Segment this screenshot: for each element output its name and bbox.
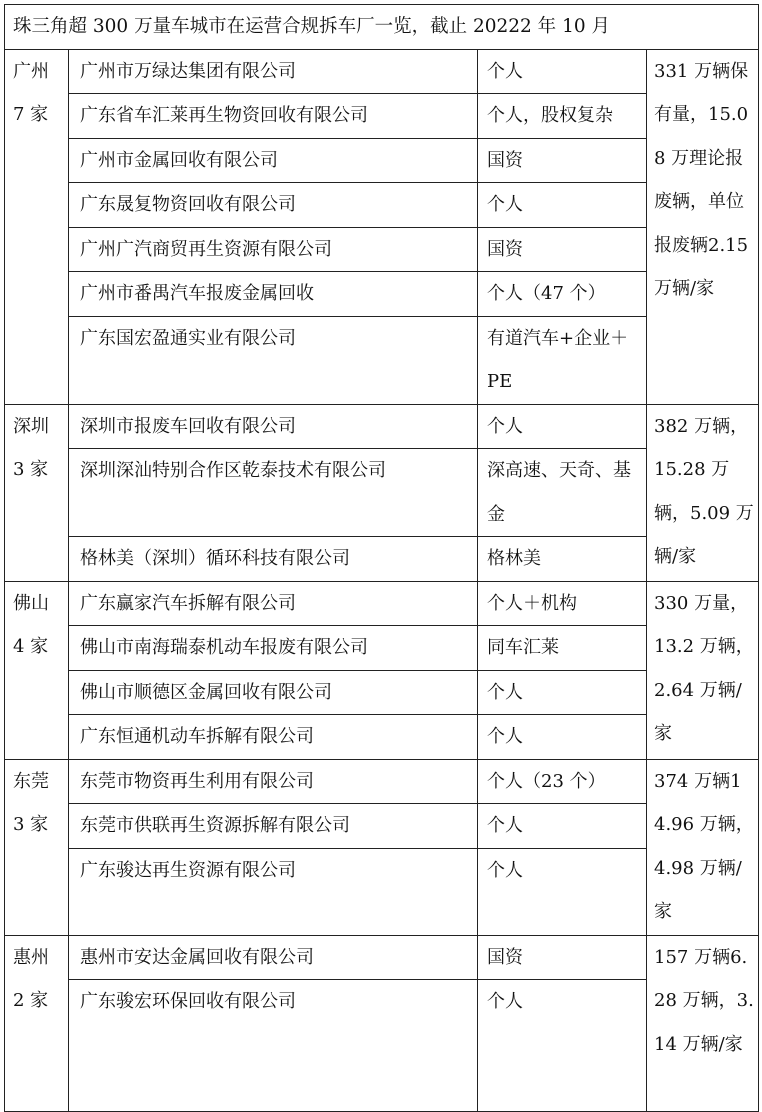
ownership: 格林美 [478,537,647,582]
table-row [5,980,759,1112]
ownership: 个人，股权复杂 [478,94,647,139]
table-row [5,581,759,626]
ownership: 个人 [478,49,647,94]
table-row [5,138,759,183]
city-cell-foshan [5,581,69,759]
table-row [5,404,759,449]
city-cell-huizhou [5,935,69,1112]
ownership: 有道汽车+企业＋PE [478,316,647,404]
company-name: 佛山市南海瑞泰机动车报废有限公司 [69,626,478,671]
ownership: 个人 [478,183,647,228]
company-name: 广州市金属回收有限公司 [69,138,478,183]
ownership: 个人（47 个） [478,272,647,317]
table-row [5,49,759,94]
ownership: 个人（23 个） [478,759,647,804]
city-cell-shenzhen [5,404,69,581]
city-stats: 382 万辆，15.28 万辆，5.09 万辆/家 [647,404,759,581]
ownership: 国资 [478,935,647,980]
city-name: 东莞 [13,770,49,792]
company-name: 广州市番禺汽车报废金属回收 [69,272,478,317]
ownership: 个人 [478,980,647,1112]
company-name: 广东省车汇莱再生物资回收有限公司 [69,94,478,139]
city-count: 3 家 [13,814,49,835]
city-cell-guangzhou [5,49,69,404]
city-cell-dongguan [5,759,69,935]
company-name: 深圳市报废车回收有限公司 [69,404,478,449]
table-row [5,715,759,760]
table-row [5,670,759,715]
ownership: 国资 [478,138,647,183]
ownership: 同车汇莱 [478,626,647,671]
city-count: 2 家 [13,990,49,1011]
table-row [5,449,759,537]
ownership: 国资 [478,227,647,272]
company-name: 广东骏达再生资源有限公司 [69,848,478,935]
company-name: 广东赢家汽车拆解有限公司 [69,581,478,626]
company-name: 佛山市顺德区金属回收有限公司 [69,670,478,715]
table-row [5,94,759,139]
company-name: 广东国宏盈通实业有限公司 [69,316,478,404]
city-name: 深圳 [13,415,49,437]
city-name: 惠州 [13,946,49,968]
city-name: 广州 [13,60,49,82]
table-row [5,935,759,980]
city-stats: 330 万量，13.2 万辆，2.64 万辆/家 [647,581,759,759]
city-name: 佛山 [13,592,49,614]
company-name: 广州广汽商贸再生资源有限公司 [69,227,478,272]
table-row [5,848,759,935]
company-name: 深圳深汕特别合作区乾泰技术有限公司 [69,449,478,537]
company-name: 广东恒通机动车拆解有限公司 [69,715,478,760]
table-row [5,759,759,804]
ownership: 个人＋机构 [478,581,647,626]
ownership: 个人 [478,848,647,935]
city-stats: 374 万辆14.96 万辆，4.98 万辆/家 [647,759,759,935]
table-row [5,316,759,404]
company-name: 惠州市安达金属回收有限公司 [69,935,478,980]
ownership: 个人 [478,670,647,715]
scrapyard-table [4,4,759,1112]
table-row [5,537,759,582]
city-stats: 331 万辆保有量，15.08 万理论报废辆，单位报废辆2.15 万辆/家 [647,49,759,404]
table-title: 珠三角超 300 万量车城市在运营合规拆车厂一览，截止 20222 年 10 月 [5,5,759,50]
company-name: 东莞市供联再生资源拆解有限公司 [69,804,478,849]
city-count: 7 家 [13,104,49,125]
ownership: 个人 [478,804,647,849]
ownership: 个人 [478,404,647,449]
city-count: 4 家 [13,636,49,657]
table-row [5,272,759,317]
title-row [5,5,759,50]
ownership: 个人 [478,715,647,760]
company-name: 东莞市物资再生利用有限公司 [69,759,478,804]
table-row [5,626,759,671]
ownership: 深高速、天奇、基金 [478,449,647,537]
city-count: 3 家 [13,459,49,480]
company-name: 广州市万绿达集团有限公司 [69,49,478,94]
company-name: 格林美（深圳）循环科技有限公司 [69,537,478,582]
table-row [5,183,759,228]
city-stats: 157 万辆6.28 万辆，3.14 万辆/家 [647,935,759,1112]
company-name: 广东晟复物资回收有限公司 [69,183,478,228]
table-row [5,227,759,272]
company-name: 广东骏宏环保回收有限公司 [69,980,478,1112]
table-row [5,804,759,849]
